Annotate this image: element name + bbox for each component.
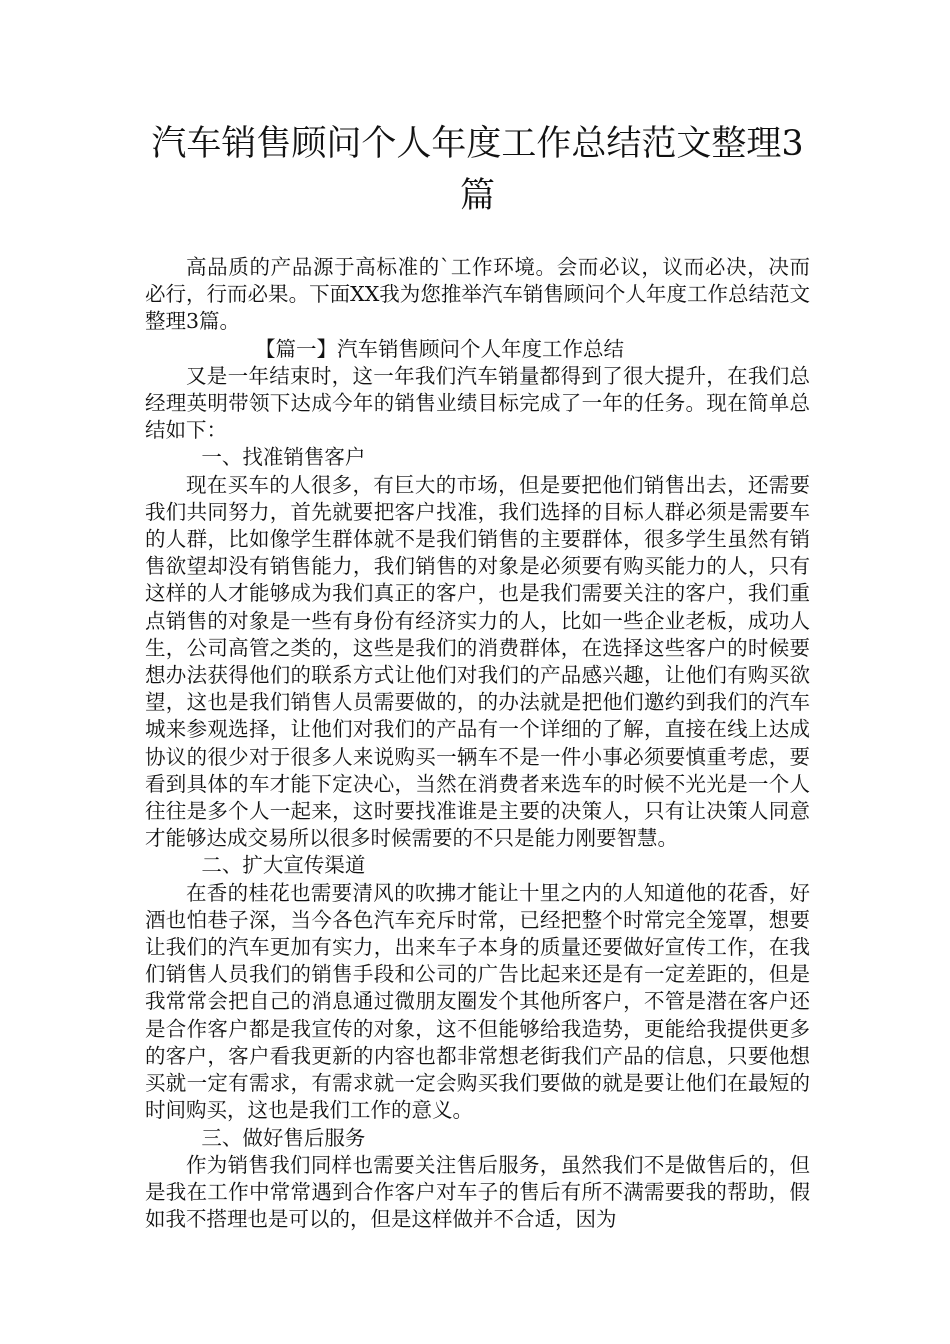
intro-paragraph: 高品质的产品源于高标准的`工作环境。会而必议，议而必决，决而必行，行而必果。下面XX我为您推举汽车销售顾问个人年度工作总结范文整理3篇。 <box>145 255 810 334</box>
section-heading-2: 二、扩大宣传渠道 <box>201 853 366 878</box>
section-body-1: 现在买车的人很多，有巨大的市场，但是要把他们销售出去，还需要我们共同努力，首先就要把客户找准，我们选择的目标人群必须是需要车的人群，比如像学生群体就不是我们销售的主要群体，很多学生虽然有销售欲望却没有销售能力，我们销售的对象是必须要有购买能力的人，只有这样的人才能够成为我们真正的客户，也是我们需要关注的客户，我们重点销售的对象是一些有身份有经济实力的人，比如一些企业老板，成功人生，公司高管之类的，这些是我们的消费群体，在选择这些客户的时候要想办法获得他们的联系方式让他们对我们的产品感兴趣，让他们有购买欲望，这也是我们销售人员需要做的，的办法就是把他们邀约到我们的汽车城来参观选择，让他们对我们的产品有一个详细的了解，直接在线上达成协议的很少对于很多人来说购买一辆车不是一件小事必须要慎重考虑，要看到具体的车才能下定决心，当然在消费者来选车的时候不光光是一个人往往是多个人一起来，这时要找准谁是主要的决策人，只有让决策人同意才能够达成交易所以很多时候需要的不只是能力刚要智慧。 <box>145 472 810 851</box>
section-body-2: 在香的桂花也需要清风的吹拂才能让十里之内的人知道他的花香，好酒也怕巷子深，当今各色汽车充斥时常，已经把整个时常完全笼罩，想要让我们的汽车更加有实力，出来车子本身的质量还要做好宣传工作，在我们销售人员我们的销售手段和公司的广告比起来还是有一定差距的，但是我常常会把自己的消息通过微朋友圈发个其他所客户，不管是潜在客户还是合作客户都是我宣传的对象，这不但能够给我造势，更能给我提供更多的客户，客户看我更新的内容也都非常想老街我们产品的信息，只要他想买就一定有需求，有需求就一定会购买我们要做的就是要让他们在最短的时间购买，这也是我们工作的意义。 <box>145 880 810 1123</box>
section-body-3: 作为销售我们同样也需要关注售后服务，虽然我们不是做售后的，但是我在工作中常常遇到合作客户对车子的售后有所不满需要我的帮助，假如我不搭理也是可以的，但是这样做并不合适，因为 <box>145 1152 810 1232</box>
section-heading-1: 一、找准销售客户 <box>201 445 366 470</box>
section-heading-3: 三、做好售后服务 <box>201 1125 366 1150</box>
document-title: 汽车销售顾问个人年度工作总结范文整理3篇 <box>151 124 804 216</box>
opening-paragraph: 又是一年结束时，这一年我们汽车销量都得到了很大提升，在我们总经理英明带领下达成今年的销售业绩目标完成了一年的任务。现在简单总结如下： <box>145 363 810 443</box>
part-heading: 【篇一】汽车销售顾问个人年度工作总结 <box>255 336 624 361</box>
document-page <box>145 118 810 1233</box>
